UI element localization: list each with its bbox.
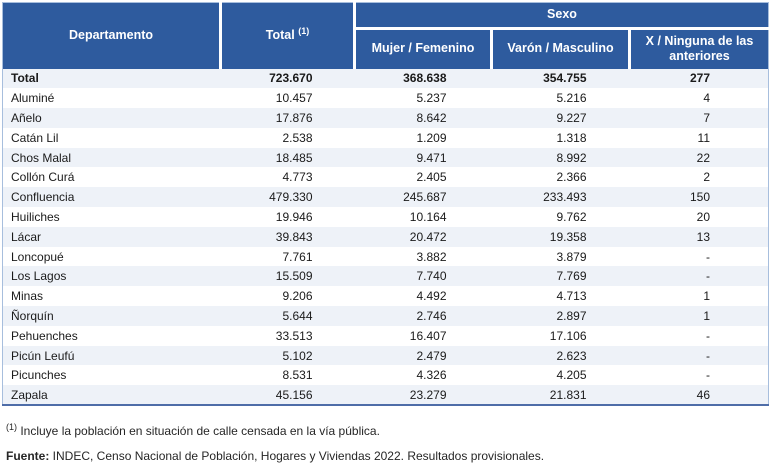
table-row — [3, 227, 769, 247]
department-cell: Picún Leufú — [3, 346, 221, 366]
department-cell: Collón Curá — [3, 167, 221, 187]
footnote-1-marker: (1) — [6, 422, 17, 432]
male-value-cell: 2.623 — [492, 346, 630, 366]
total-value-cell: 9.206 — [221, 286, 355, 306]
table-row — [3, 88, 769, 108]
department-cell: Zapala — [3, 385, 221, 405]
female-value-cell: 1.209 — [355, 128, 492, 148]
x-value-cell: 150 — [630, 187, 769, 207]
male-value-cell: 4.205 — [492, 365, 630, 385]
x-value-cell: 7 — [630, 108, 769, 128]
column-header-departamento: Departamento — [3, 3, 221, 69]
group-header-sexo: Sexo — [355, 3, 769, 29]
footnote-1-text: Incluye la población en situación de calle censada en la vía pública. — [17, 424, 380, 438]
table-row — [3, 326, 769, 346]
female-value-cell: 8.642 — [355, 108, 492, 128]
female-value-cell: 16.407 — [355, 326, 492, 346]
total-value-cell: 2.538 — [221, 128, 355, 148]
total-value-cell: 39.843 — [221, 227, 355, 247]
table-row — [3, 108, 769, 128]
x-value-cell: 1 — [630, 286, 769, 306]
male-value-cell: 21.831 — [492, 385, 630, 405]
table-row — [3, 128, 769, 148]
male-value-cell: 8.992 — [492, 148, 630, 168]
column-header-varon-masculino: Varón / Masculino — [492, 29, 630, 69]
x-value-cell: 22 — [630, 148, 769, 168]
female-value-cell: 4.492 — [355, 286, 492, 306]
column-header-total: Total $^{(1)}$ — [221, 3, 355, 69]
male-value-cell: 4.713 — [492, 286, 630, 306]
department-cell: Total — [3, 69, 221, 89]
male-value-cell: 3.879 — [492, 247, 630, 267]
total-value-cell: 723.670 — [221, 69, 355, 89]
table-row — [3, 207, 769, 227]
female-value-cell: 2.479 — [355, 346, 492, 366]
x-value-cell: 277 — [630, 69, 769, 89]
total-value-cell: 4.773 — [221, 167, 355, 187]
total-footnote-marker: (1) — [298, 25, 310, 36]
x-value-cell: 1 — [630, 306, 769, 326]
female-value-cell: 2.746 — [355, 306, 492, 326]
table-row — [3, 148, 769, 168]
total-value-cell: 15.509 — [221, 266, 355, 286]
column-header-x-ninguna: X / Ninguna de las anteriores — [630, 29, 769, 69]
female-value-cell: 2.405 — [355, 167, 492, 187]
table-row — [3, 247, 769, 267]
x-value-cell: - — [630, 346, 769, 366]
male-value-cell: 19.358 — [492, 227, 630, 247]
female-value-cell: 7.740 — [355, 266, 492, 286]
female-value-cell: 368.638 — [355, 69, 492, 89]
department-cell: Los Lagos — [3, 266, 221, 286]
footnote-1 — [6, 424, 766, 438]
total-value-cell: 479.330 — [221, 187, 355, 207]
x-value-cell: - — [630, 247, 769, 267]
female-value-cell: 23.279 — [355, 385, 492, 405]
total-value-cell: 8.531 — [221, 365, 355, 385]
department-cell: Minas — [3, 286, 221, 306]
male-value-cell: 233.493 — [492, 187, 630, 207]
male-value-cell: 7.769 — [492, 266, 630, 286]
male-value-cell: 9.762 — [492, 207, 630, 227]
male-value-cell: 5.216 — [492, 88, 630, 108]
male-value-cell: 2.897 — [492, 306, 630, 326]
female-value-cell: 3.882 — [355, 247, 492, 267]
male-value-cell: 354.755 — [492, 69, 630, 89]
table-header — [3, 3, 769, 69]
female-value-cell: 9.471 — [355, 148, 492, 168]
x-value-cell: - — [630, 326, 769, 346]
female-value-cell: 10.164 — [355, 207, 492, 227]
male-value-cell: 1.318 — [492, 128, 630, 148]
source-note — [6, 449, 766, 463]
table-row — [3, 385, 769, 405]
table-row — [3, 365, 769, 385]
total-value-cell: 10.457 — [221, 88, 355, 108]
department-cell: Catán Lil — [3, 128, 221, 148]
x-value-cell: - — [630, 266, 769, 286]
department-cell: Lácar — [3, 227, 221, 247]
total-value-cell: 19.946 — [221, 207, 355, 227]
department-cell: Añelo — [3, 108, 221, 128]
column-header-mujer-femenino: Mujer / Femenino — [355, 29, 492, 69]
department-cell: Huiliches — [3, 207, 221, 227]
female-value-cell: 20.472 — [355, 227, 492, 247]
x-value-cell: 13 — [630, 227, 769, 247]
department-cell: Confluencia — [3, 187, 221, 207]
female-value-cell: 4.326 — [355, 365, 492, 385]
table-container — [2, 2, 768, 406]
male-value-cell: 9.227 — [492, 108, 630, 128]
male-value-cell: 2.366 — [492, 167, 630, 187]
x-value-cell: 46 — [630, 385, 769, 405]
table-row — [3, 306, 769, 326]
total-value-cell: 33.513 — [221, 326, 355, 346]
female-value-cell: 245.687 — [355, 187, 492, 207]
x-value-cell: 2 — [630, 167, 769, 187]
department-cell: Pehuenches — [3, 326, 221, 346]
table-row — [3, 266, 769, 286]
total-value-cell: 18.485 — [221, 148, 355, 168]
total-value-cell: 7.761 — [221, 247, 355, 267]
total-value-cell: 45.156 — [221, 385, 355, 405]
x-value-cell: - — [630, 365, 769, 385]
department-cell: Chos Malal — [3, 148, 221, 168]
table-row — [3, 167, 769, 187]
department-cell: Loncopué — [3, 247, 221, 267]
total-value-cell: 5.644 — [221, 306, 355, 326]
source-text: INDEC, Censo Nacional de Población, Hogares y Viviendas 2022. Resultados provisionales. — [49, 449, 545, 464]
source-label: Fuente: — [6, 449, 50, 464]
table-row — [3, 346, 769, 366]
total-value-cell: 5.102 — [221, 346, 355, 366]
x-value-cell: 4 — [630, 88, 769, 108]
department-cell: Ñorquín — [3, 306, 221, 326]
female-value-cell: 5.237 — [355, 88, 492, 108]
footnotes — [6, 424, 766, 475]
population-by-department-table — [2, 2, 769, 406]
x-value-cell: 20 — [630, 207, 769, 227]
total-value-cell: 17.876 — [221, 108, 355, 128]
department-cell: Aluminé — [3, 88, 221, 108]
table-body — [3, 69, 769, 406]
table-row — [3, 69, 769, 89]
table-row — [3, 187, 769, 207]
table-row — [3, 286, 769, 306]
male-value-cell: 17.106 — [492, 326, 630, 346]
department-cell: Picunches — [3, 365, 221, 385]
x-value-cell: 11 — [630, 128, 769, 148]
